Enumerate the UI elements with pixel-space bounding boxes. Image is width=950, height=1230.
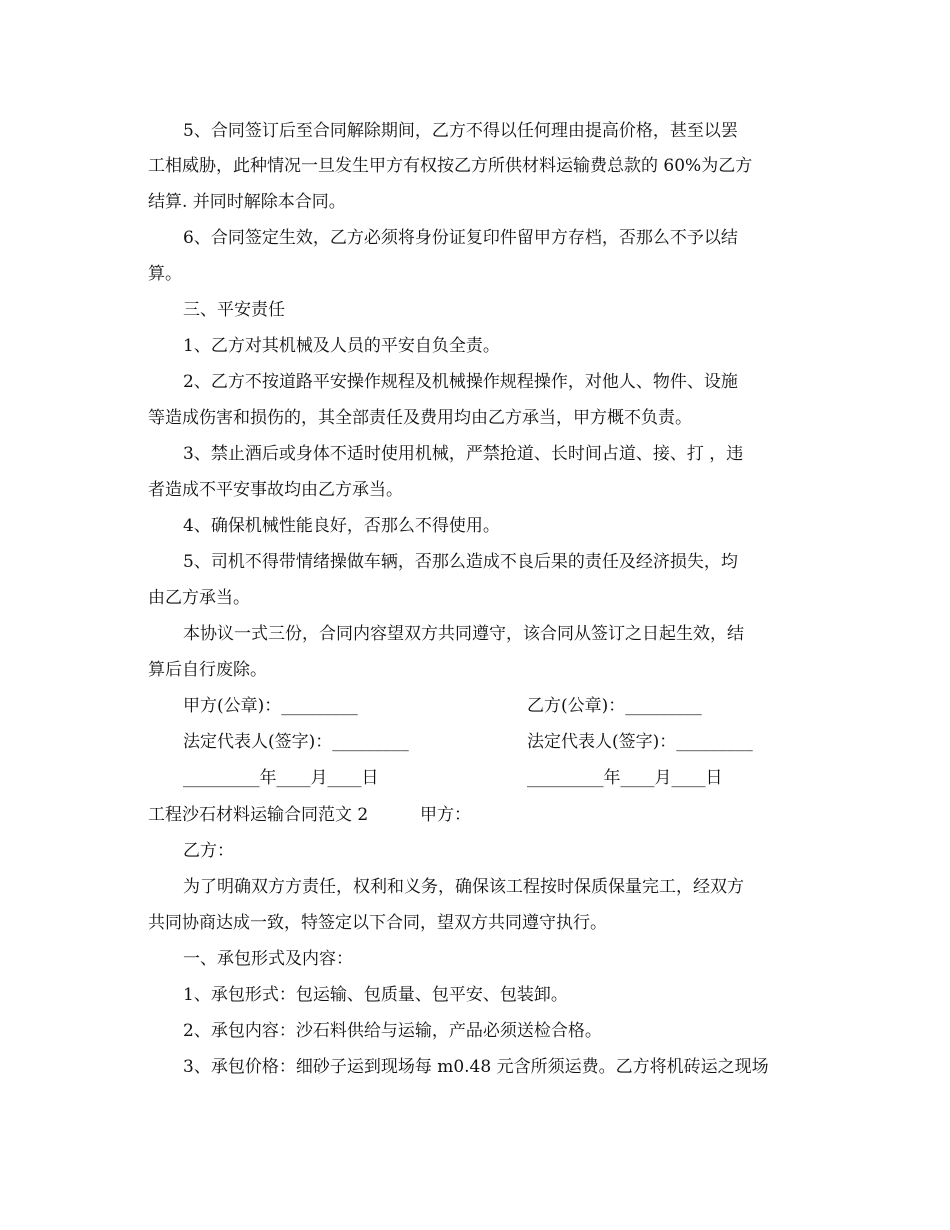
contract-2-title: 工程沙石材料运输合同范文 2 xyxy=(148,805,369,825)
contract-2-intro-line-1: 为了明确双方方责任，权利和义务，确保该工程按时保质保量完工，经双方 xyxy=(183,877,744,897)
safety-item-2-line-2: 等造成伤害和损伤的，其全部责任及费用均由乙方承当，甲方概不负责。 xyxy=(148,408,692,428)
paragraph-5-line-2: 工相威胁，此种情况一旦发生甲方有权按乙方所供材料运输费总款的 60%为乙方 xyxy=(148,156,753,176)
contract-2-intro-line-2: 共同协商达成一致，特签定以下合同，望双方共同遵守执行。 xyxy=(148,913,607,933)
paragraph-5-line-1: 5、合同签订后至合同解除期间，乙方不得以任何理由提高价格，甚至以罢 xyxy=(183,121,738,141)
contract-2-party-a: 甲方： xyxy=(420,805,471,825)
safety-item-3-line-2: 者造成不平安事故均由乙方承当。 xyxy=(148,480,403,500)
agreement-line-1: 本协议一式三份，合同内容望双方共同遵守，该合同从签订之日起生效，结 xyxy=(183,624,744,644)
safety-item-2-line-1: 2、乙方不按道路平安操作规程及机械操作规程操作，对他人、物件、设施 xyxy=(183,372,738,392)
contract-2-item-2: 2、承包内容：沙石料供给与运输，产品必须送检合格。 xyxy=(183,1021,602,1041)
party-a-date: _________年____月____日 xyxy=(183,768,379,788)
party-b-date: _________年____月____日 xyxy=(527,768,723,788)
safety-item-5-line-2: 由乙方承当。 xyxy=(148,588,250,608)
party-a-seal: 甲方(公章)：_________ xyxy=(183,696,358,716)
safety-item-4: 4、确保机械性能良好，否那么不得使用。 xyxy=(183,516,500,536)
section-3-heading: 三、平安责任 xyxy=(183,300,285,320)
paragraph-6-line-1: 6、合同签定生效，乙方必须将身份证复印件留甲方存档，否那么不予以结 xyxy=(183,228,738,248)
paragraph-5-line-3: 结算. 并同时解除本合同。 xyxy=(148,192,346,212)
agreement-line-2: 算后自行废除。 xyxy=(148,660,267,680)
contract-2-item-3: 3、承包价格：细砂子运到现场每 m0.48 元含所须运费。乙方将机砖运之现场 xyxy=(183,1057,769,1077)
safety-item-5-line-1: 5、司机不得带情绪操做车辆，否那么造成不良后果的责任及经济损失，均 xyxy=(183,552,738,572)
party-b-seal: 乙方(公章)：_________ xyxy=(527,696,702,716)
contract-2-party-b: 乙方： xyxy=(183,841,234,861)
paragraph-6-line-2: 算。 xyxy=(148,264,182,284)
party-b-representative: 法定代表人(签字)：_________ xyxy=(527,732,753,752)
safety-item-1: 1、乙方对其机械及人员的平安自负全责。 xyxy=(183,336,500,356)
contract-2-item-1: 1、承包形式：包运输、包质量、包平安、包装卸。 xyxy=(183,985,568,1005)
contract-2-section-1-heading: 一、承包形式及内容： xyxy=(183,949,353,969)
safety-item-3-line-1: 3、禁止酒后或身体不适时使用机械，严禁抢道、长时间占道、接、打 ，违 xyxy=(183,444,744,464)
party-a-representative: 法定代表人(签字)：_________ xyxy=(183,732,409,752)
